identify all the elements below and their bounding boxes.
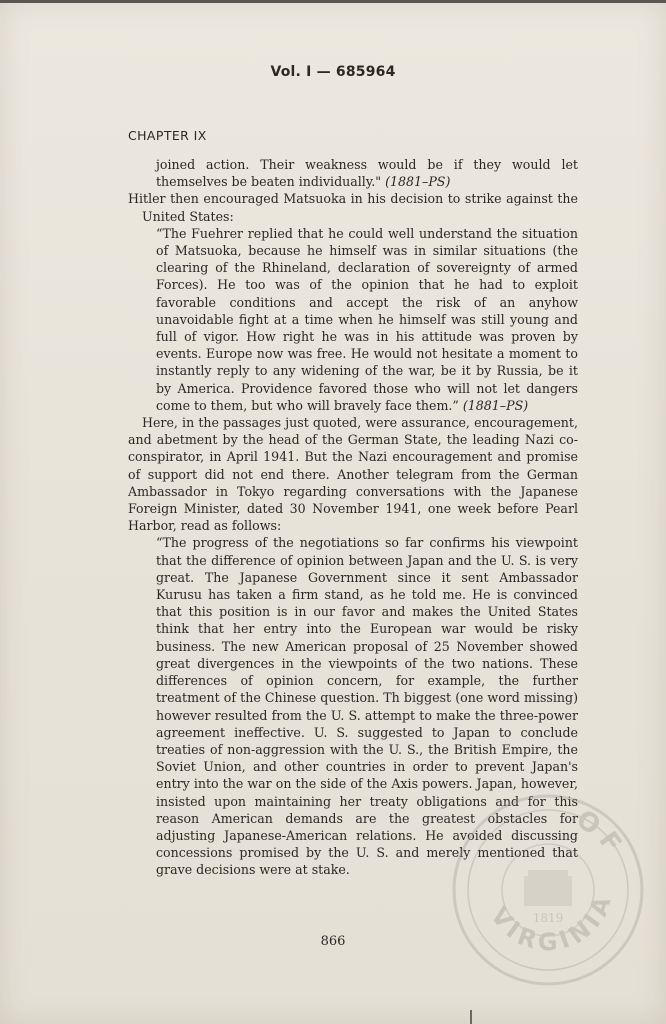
quote-fuehrer — [128, 225, 578, 414]
page-number: 866 — [320, 934, 346, 949]
paragraph-assurance: Here, in the passages just quoted, were assurance, encouragement, and abetment by the head of the German State, the leading Nazi co-conspirator, in April 1941. But the Nazi encouragement and promise of support did not end there. Another telegram from the German Ambassador in Tokyo regarding conversations with the Japanese Foreign Minister, dated 30 November 1941, one week before Pearl Harbor, read as follows: — [128, 415, 578, 534]
chapter-heading: CHAPTER IX — [128, 128, 207, 143]
quote-fuehrer-text: “The Fuehrer replied that he could well understand the situation of Matsuoka, because he himself was in similar situations (the clearing of the Rhineland, declaration of sovereignty of armed Forces). He too was of the opinion that he had to exploit favorable conditions and accept the risk of an anyhow unavoidable fight at a time when he himself was still young and full of vigor. How right he was in his attitude was proven by events. Europe now was free. He would not hesitate a moment to instantly reply to any widening of the war, be it by Russia, be it by America. Providence favored those who will not let dangers come to them, but who will bravely face them.” — [156, 225, 578, 413]
quote-continuation — [128, 156, 578, 190]
paragraph-hitler-encouraged: Hitler then encouraged Matsuoka in his decision to strike against the United States: — [128, 191, 578, 224]
page-edge-mark — [470, 1010, 472, 1024]
body-text — [128, 156, 578, 879]
seal-year: 1819 — [532, 911, 564, 925]
quote-negotiations: “The progress of the negotiations so far confirms his viewpoint that the difference of opinion between Japan and the U. S. is very great. The Japanese Government since it sent Ambassador Kurusu has taken a firm stand, as he told me. He is convinced that this position is in our favor and makes the United States think that her entry into the European war would be risky business. The new American proposal of 25 November showed great divergences in the viewpoints of the two nations. These differences of opinion concern, for example, the further treatment of the Chinese question. Th biggest (one word missing) however resulted from the U. S. attempt to make the three-power agreement ineffective. U. S. suggested to Japan to conclude treaties of non-aggression with the U. S., the British Empire, the Soviet Union, and other countries in order to prevent Japan's entry into the war on the side of the Axis powers. Japan, however, insisted upon maintaining her treaty obligations and for this reason American demands are the greatest obstacles for adjusting Japanese-American relations. He avoided discussing concessions promised by the U. S. and merely mentioned that grave decisions were at stake. — [156, 535, 578, 878]
quote-continuation-text: joined action. Their weakness would be if they would let themselves be beaten individually." — [156, 157, 578, 190]
seal-bottom-text: VIRGINIA — [485, 888, 619, 957]
seal-top-text: OF — [570, 804, 631, 863]
library-seal-stamp — [448, 790, 648, 990]
volume-header: Vol. I — 685964 — [270, 64, 396, 80]
citation: (1881–PS) — [385, 174, 451, 190]
citation: (1881–PS) — [462, 397, 529, 413]
